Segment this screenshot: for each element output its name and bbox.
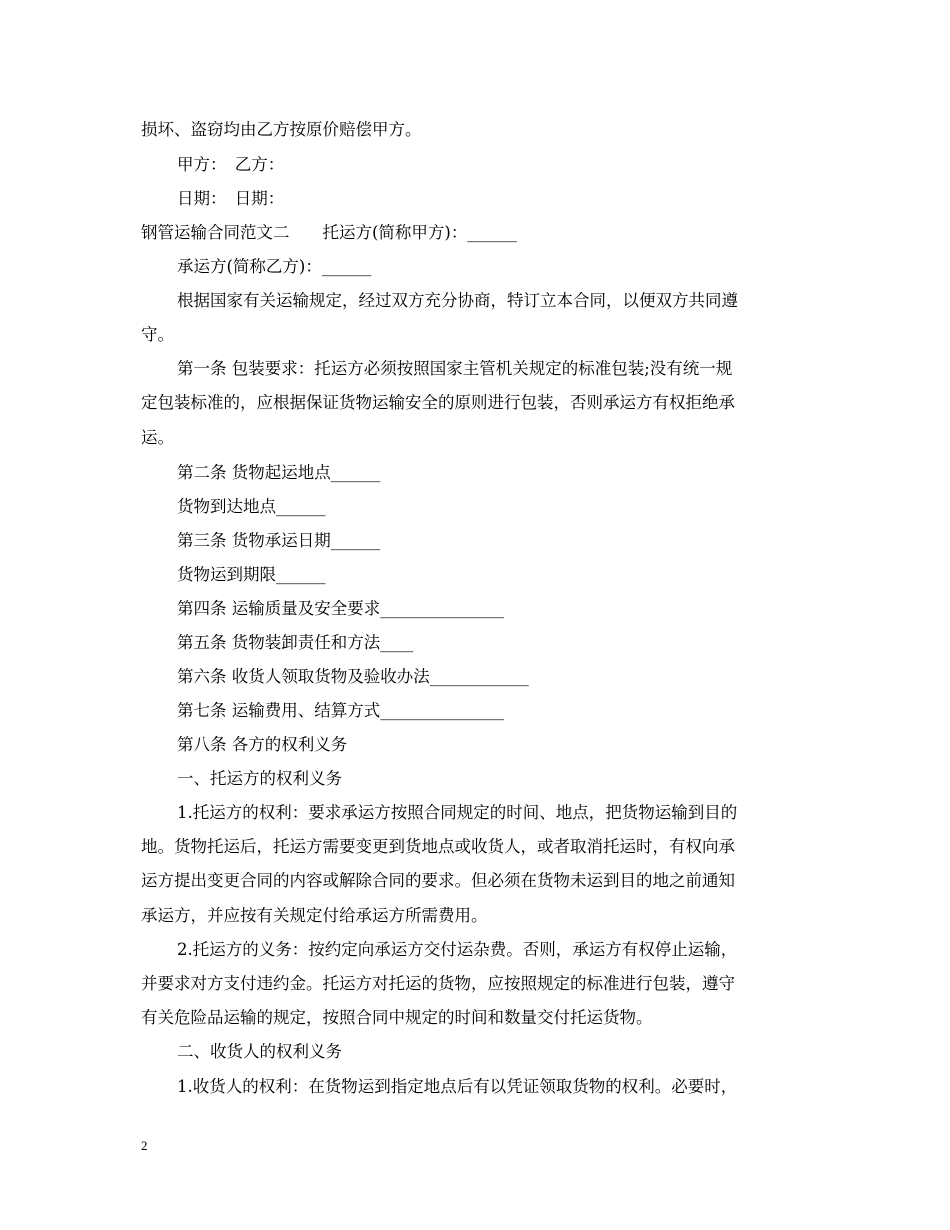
text-line: 地。货物托运后，托运方需要变更到货地点或收货人，或者取消托运时，有权向承 bbox=[141, 837, 735, 856]
text-line: 第六条 收货人领取货物及验收办法____________ bbox=[177, 667, 529, 686]
text-line: 钢管运输合同范文二 托运方(简称甲方)：______ bbox=[141, 223, 517, 242]
page-number: 2 bbox=[141, 1138, 148, 1153]
text-line: 第八条 各方的权利义务 bbox=[177, 735, 348, 754]
text-line: 承运方(简称乙方)：______ bbox=[177, 257, 372, 276]
text-line: 承运方，并应按有关规定付给承运方所需费用。 bbox=[141, 906, 488, 925]
text-line: 货物到达地点______ bbox=[177, 497, 326, 516]
text-line: 损坏、盗窃均由乙方按原价赔偿甲方。 bbox=[141, 120, 422, 139]
text-line: 守。 bbox=[141, 325, 174, 344]
text-line: 一、托运方的权利义务 bbox=[177, 769, 342, 788]
text-line: 第四条 运输质量及安全要求_______________ bbox=[177, 599, 504, 618]
text-line: 2.托运方的义务：按约定向承运方交付运杂费。否则，承运方有权停止运输， bbox=[177, 940, 738, 959]
text-line: 1.托运方的权利：要求承运方按照合同规定的时间、地点，把货物运输到目的 bbox=[177, 803, 738, 822]
text-line: 运方提出变更合同的内容或解除合同的要求。但必须在货物未运到目的地之前通知 bbox=[141, 871, 735, 890]
text-line: 第五条 货物装卸责任和方法____ bbox=[177, 633, 414, 652]
text-line: 第七条 运输费用、结算方式_______________ bbox=[177, 701, 504, 720]
text-line: 甲方： 乙方： bbox=[177, 155, 285, 174]
text-line: 货物运到期限______ bbox=[177, 565, 326, 584]
text-line: 第二条 货物起运地点______ bbox=[177, 463, 381, 482]
text-line: 第三条 货物承运日期______ bbox=[177, 531, 381, 550]
text-line: 日期： 日期： bbox=[177, 189, 285, 208]
text-line: 第一条 包装要求：托运方必须按照国家主管机关规定的标准包装;没有统一规 bbox=[177, 359, 733, 378]
text-line: 二、收货人的权利义务 bbox=[177, 1042, 342, 1061]
text-line: 定包装标准的，应根据保证货物运输安全的原则进行包装，否则承运方有权拒绝承 bbox=[141, 393, 735, 412]
text-line: 1.收货人的权利：在货物运到指定地点后有以凭证领取货物的权利。必要时， bbox=[177, 1077, 738, 1096]
text-line: 有关危险品运输的规定，按照合同中规定的时间和数量交付托运货物。 bbox=[141, 1008, 653, 1027]
text-line: 并要求对方支付违约金。托运方对托运的货物，应按照规定的标准进行包装，遵守 bbox=[141, 974, 735, 993]
text-line: 根据国家有关运输规定，经过双方充分协商，特订立本合同，以便双方共同遵 bbox=[177, 291, 738, 310]
text-line: 运。 bbox=[141, 428, 174, 447]
